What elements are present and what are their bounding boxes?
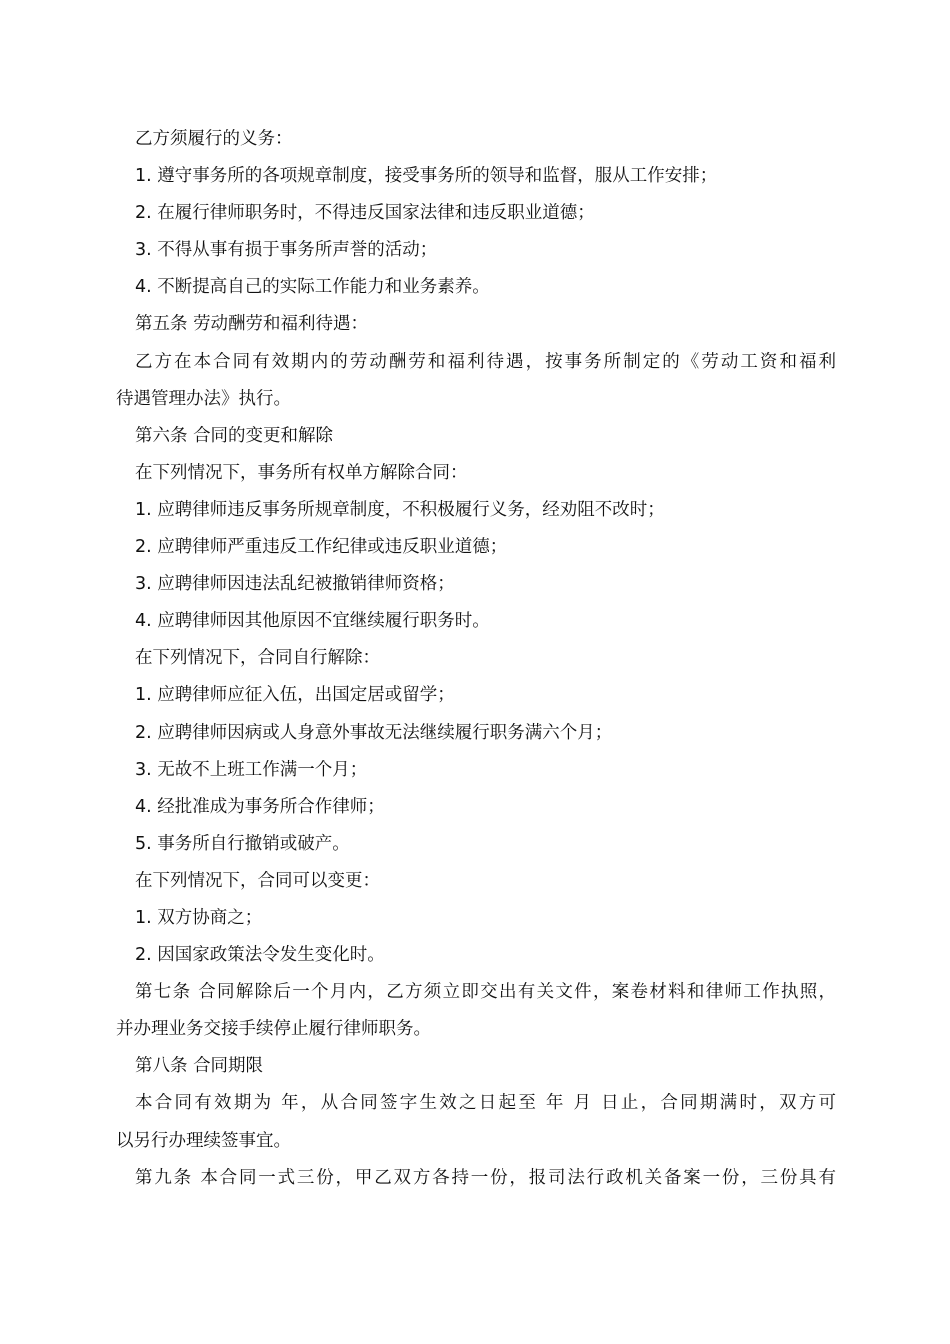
list-item: 5. 事务所自行撤销或破产。 <box>135 833 350 854</box>
paragraph-line: 在下列情况下，合同自行解除： <box>135 648 380 669</box>
list-item: 3. 不得从事有损于事务所声誉的活动； <box>135 240 438 261</box>
paragraph-line: 以另行办理续签事宜。 <box>116 1130 291 1151</box>
list-item: 4. 经批准成为事务所合作律师； <box>135 796 385 817</box>
article-8-heading: 第八条 合同期限 <box>135 1056 264 1077</box>
document-body <box>116 121 836 1197</box>
paragraph-line: 并办理业务交接手续停止履行律师职务。 <box>116 1019 431 1040</box>
paragraph-obligations-heading: 乙方须履行的义务： <box>135 129 293 149</box>
paragraph-line: 在下列情况下，事务所有权单方解除合同： <box>135 462 468 483</box>
paragraph-line: 在下列情况下，合同可以变更： <box>135 870 380 891</box>
paragraph-line: 本合同有效期为 年，从合同签字生效之日起至 年 月 日止，合同期满时，双方可 <box>135 1093 836 1114</box>
list-item: 4. 不断提高自己的实际工作能力和业务素养。 <box>135 277 490 298</box>
list-item: 3. 应聘律师因违法乱纪被撤销律师资格； <box>135 574 455 595</box>
article-6-heading: 第六条 合同的变更和解除 <box>135 425 334 446</box>
article-7-line: 第七条 合同解除后一个月内，乙方须立即交出有关文件，案卷材料和律师工作执照， <box>135 982 836 1003</box>
list-item: 1. 应聘律师应征入伍，出国定居或留学； <box>135 685 455 706</box>
list-item: 2. 在履行律师职务时，不得违反国家法律和违反职业道德； <box>135 203 595 224</box>
list-item: 2. 应聘律师因病或人身意外事故无法继续履行职务满六个月； <box>135 722 613 743</box>
list-item: 1. 双方协商之； <box>135 907 263 928</box>
list-item: 2. 应聘律师严重违反工作纪律或违反职业道德； <box>135 537 508 558</box>
list-item: 1. 应聘律师违反事务所规章制度，不积极履行义务，经劝阻不改时； <box>135 499 665 520</box>
list-item: 4. 应聘律师因其他原因不宜继续履行职务时。 <box>135 611 490 632</box>
paragraph-line: 乙方在本合同有效期内的劳动酬劳和福利待遇，按事务所制定的《劳动工资和福利 <box>135 351 836 372</box>
paragraph-line: 待遇管理办法》执行。 <box>116 388 291 409</box>
article-5-heading: 第五条 劳动酬劳和福利待遇： <box>135 314 369 335</box>
list-item: 2. 因国家政策法令发生变化时。 <box>135 945 385 966</box>
list-item: 1. 遵守事务所的各项规章制度，接受事务所的领导和监督，服从工作安排； <box>135 166 718 187</box>
list-item: 3. 无故不上班工作满一个月； <box>135 759 368 780</box>
article-9-line: 第九条 本合同一式三份，甲乙双方各持一份，报司法行政机关备案一份，三份具有 <box>135 1167 836 1188</box>
